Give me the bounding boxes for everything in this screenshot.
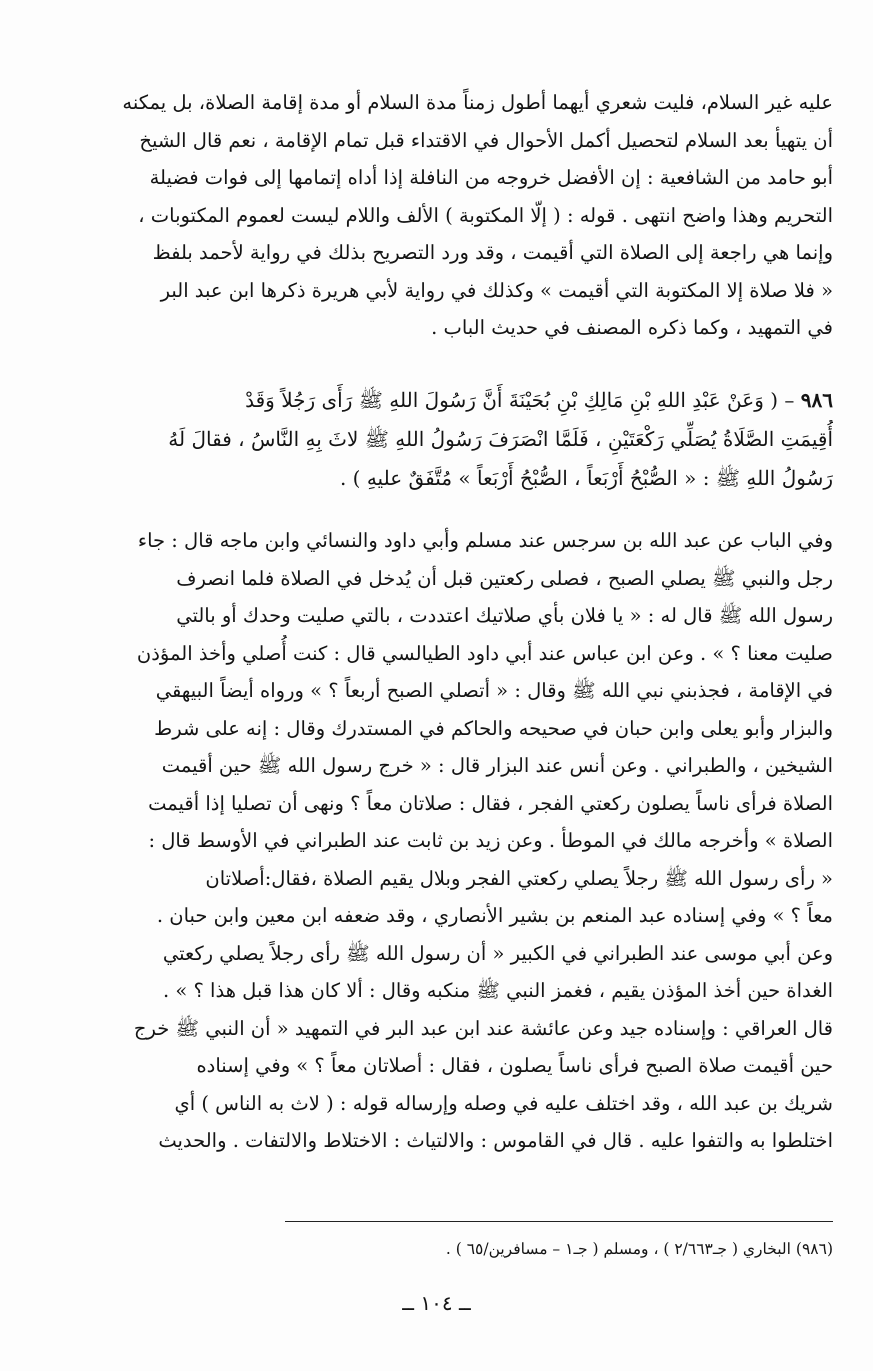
text-line: رسول الله ﷺ قال له : « يا فلان بأي صلاتيك اعتددت ، بالتي صليت وحدك أو بالتي: [176, 604, 833, 627]
text-line: شريك بن عبد الله ، وقد اختلف عليه في وصله وإرساله قوله : ( لاث به الناس ) أي: [174, 1091, 833, 1115]
text-line: الشيخين ، والطبراني . وعن أنس عند البزار قال : « خرج رسول الله ﷺ حين أقيمت: [161, 754, 833, 777]
text-line: قال العراقي : وإسناده جيد وعن عائشة عند ابن عبد البر في التمهيد « أن النبي ﷺ خرج: [133, 1016, 833, 1040]
text-line: أن يتهيأ بعد السلام لتحصيل أكمل الأحوال في الاقتداء قبل تمام الإقامة ، نعم قال الشيخ: [139, 128, 833, 152]
text-line: اختلطوا به والتفوا عليه . قال في القاموس : والالتياث : الاختلاط والالتفات . والحديث: [158, 1129, 833, 1152]
hadith-line: [36, 381, 833, 420]
text-line: عليه غير السلام، فليت شعري أيهما أطول زمناً مدة السلام أو مدة إقامة الصلاة، بل يمكنه: [122, 91, 833, 114]
text-line: التحريم وهذا واضح انتهى . قوله : ( إلّا المكتوبة ) الألف واللام ليست لعموم المكتوبات ،: [138, 203, 833, 227]
lead-paragraph: [36, 84, 833, 347]
commentary: [36, 522, 833, 1160]
text-line: والبزار وأبو يعلى وابن حبان في صحيحه والحاكم في المستدرك وقال : إنه على شرط: [154, 716, 833, 740]
hadith-text: [36, 381, 833, 498]
text-line: وفي الباب عن عبد الله بن سرجس عند مسلم وأبي داود والنسائي وابن ماجه قال : جاء: [137, 529, 833, 552]
hadith-line-text: – ( وَعَنْ عَبْدِ اللهِ بْنِ مَالِكِ بْنِ بُحَيْنَةَ أَنَّ رَسُولَ اللهِ ﷺ رَأَى رَجُلاً وَقَدْ: [245, 388, 795, 412]
text-line: صليت معنا ؟ » . وعن ابن عباس عند أبي داود الطيالسي قال : كنت أُصلي وأخذ المؤذن: [136, 641, 833, 665]
page-number: ــ ١٠٤ ــ: [402, 1291, 471, 1315]
text-line: « رأى رسول الله ﷺ رجلاً يصلي ركعتي الفجر وبلال يقيم الصلاة ،فقال:أصلاتان: [205, 866, 833, 890]
text-line: الصلاة فرأى ناساً يصلون ركعتي الفجر ، فقال : صلاتان معاً ؟ ونهى أن تصليا إذا أقيمت: [148, 791, 833, 815]
text-line: « فلا صلاة إلا المكتوبة التي أقيمت » وكذلك في رواية لأبي هريرة ذكرها ابن عبد البر: [160, 278, 833, 302]
text-line: رجل والنبي ﷺ يصلي الصبح ، فصلى ركعتين قبل أن يُدخل في الصلاة فلما انصرف: [176, 566, 833, 590]
text-line: معاً ؟ » وفي إسناده عبد المنعم بن بشير الأنصاري ، وقد ضعفه ابن معين وابن حبان .: [156, 904, 833, 927]
hadith-number: ٩٨٦: [800, 388, 833, 412]
footnote-divider: [285, 1221, 833, 1222]
hadith-line: أُقِيمَتِ الصَّلَاةُ يُصَلِّي رَكْعَتَيْنِ ، فَلَمَّا انْصَرَفَ رَسُولُ اللهِ ﷺ لاثَ بِهِ النَّاسُ ، فقالَ لَهُ: [168, 427, 833, 451]
text-line: وإنما هي راجعة إلى الصلاة التي أقيمت ، وقد ورد التصريح بذلك في رواية لأحمد بلفظ: [152, 241, 833, 264]
footnote: (٩٨٦) البخاري ( جـ٢/٦٦٣ ) ، ومسلم ( جـ١ – مسافرين/٦٥ ) .: [445, 1240, 833, 1258]
text-line: الصلاة » وأخرجه مالك في الموطأ . وعن زيد بن ثابت عند الطبراني في الأوسط قال :: [148, 829, 833, 852]
text-line: وعن أبي موسى عند الطبراني في الكبير « أن رسول الله ﷺ رأى رجلاً يصلي ركعتي: [162, 941, 833, 965]
hadith-line: رَسُولُ اللهِ ﷺ : « الصُّبْحُ أَرْبَعاً ، الصُّبْحُ أَرْبَعاً » مُتَّفَقٌ عليهِ ) .: [339, 466, 833, 490]
text-line: أبو حامد من الشافعية : إن الأفضل خروجه من النافلة إذا أداه إتمامها إلى فوات فضيلة: [149, 166, 833, 189]
text-line: في الإقامة ، فجذبني نبي الله ﷺ وقال : « أتصلي الصبح أربعاً ؟ » ورواه أيضاً البيهقي: [155, 679, 833, 702]
text-line: في التمهيد ، وكما ذكره المصنف في حديث الباب .: [431, 316, 833, 339]
text-line: حين أقيمت صلاة الصبح فرأى ناساً يصلون ، فقال : أصلاتان معاً ؟ » وفي إسناده: [196, 1054, 833, 1077]
text-line: الغداة حين أخذ المؤذن يقيم ، فغمز النبي ﷺ منكبه وقال : ألا كان هذا قبل هذا ؟ » .: [162, 979, 833, 1002]
